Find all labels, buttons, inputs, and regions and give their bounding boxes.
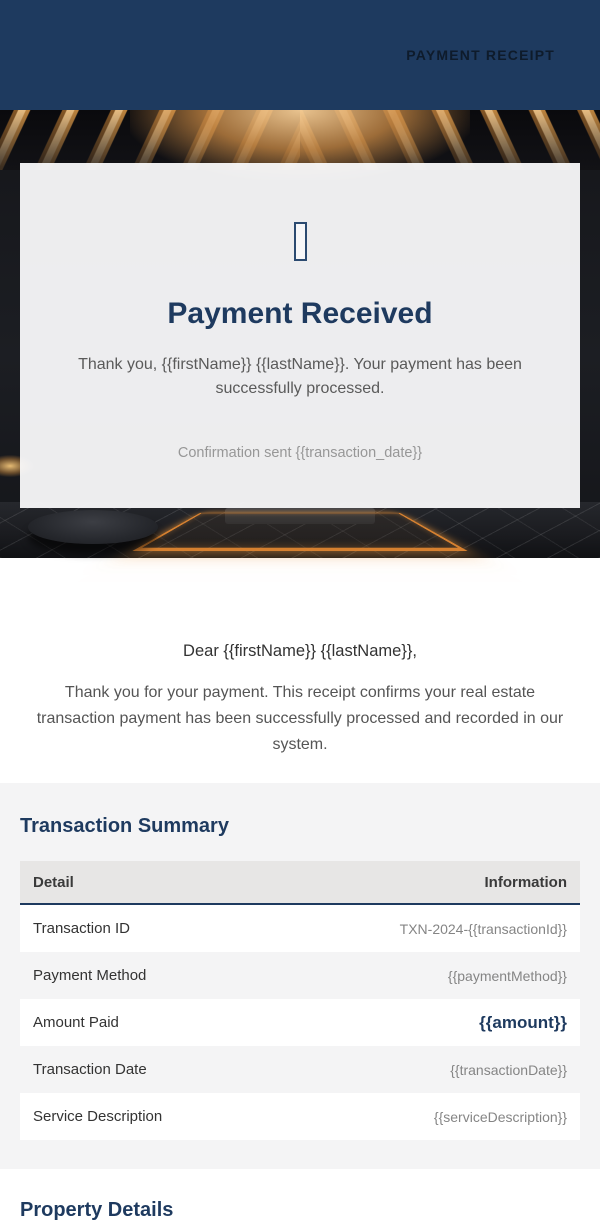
- column-header-detail: Detail: [33, 873, 74, 891]
- letter-body: Thank you for your payment. This receipt confirms your real estate transaction payment has been successfully processed and recorded in our system.: [36, 684, 564, 753]
- row-value: {{transactionDate}}: [450, 1061, 567, 1078]
- hero-confirmation: Confirmation sent {{transaction_date}}: [177, 445, 423, 461]
- hero-image: [0, 110, 600, 558]
- table-row: [20, 1093, 580, 1140]
- table-row: [20, 1046, 580, 1093]
- property-details-title: Property Details: [20, 1199, 174, 1221]
- salutation: Dear {{firstName}} {{lastName}},: [183, 642, 417, 660]
- header-title: PAYMENT RECEIPT: [406, 47, 555, 63]
- round-table-silhouette: [28, 510, 158, 544]
- letter-section: [0, 558, 600, 758]
- transaction-summary-title: Transaction Summary: [20, 815, 229, 837]
- missing-glyph-icon: [294, 222, 307, 261]
- row-label: Amount Paid: [33, 1014, 119, 1031]
- row-label: Transaction ID: [33, 920, 130, 937]
- row-label: Payment Method: [33, 967, 147, 984]
- hero-message: Thank you, {{firstName}} {{lastName}}. Your payment has been successfully processed.: [78, 356, 522, 397]
- row-value: {{paymentMethod}}: [447, 967, 567, 984]
- table-row: [20, 905, 580, 952]
- property-details-section: [0, 1169, 600, 1222]
- email-header-bar: [0, 0, 600, 110]
- transaction-table: [20, 861, 580, 1140]
- hero-card: [20, 163, 580, 508]
- marble-floor: [0, 502, 600, 558]
- table-header-row: [20, 861, 580, 905]
- table-row-amount: [20, 999, 580, 1046]
- row-label: Transaction Date: [33, 1061, 147, 1078]
- column-header-information: Information: [484, 873, 567, 891]
- hero-heading: Payment Received: [167, 297, 433, 330]
- row-label: Service Description: [33, 1108, 163, 1125]
- table-row: [20, 952, 580, 999]
- transaction-summary-section: [0, 783, 600, 1169]
- row-value: TXN-2024-{{transactionId}}: [399, 920, 567, 937]
- row-value: {{serviceDescription}}: [433, 1108, 567, 1125]
- floor-led-glow: [132, 513, 467, 551]
- row-value-amount: {{amount}}: [479, 1012, 567, 1032]
